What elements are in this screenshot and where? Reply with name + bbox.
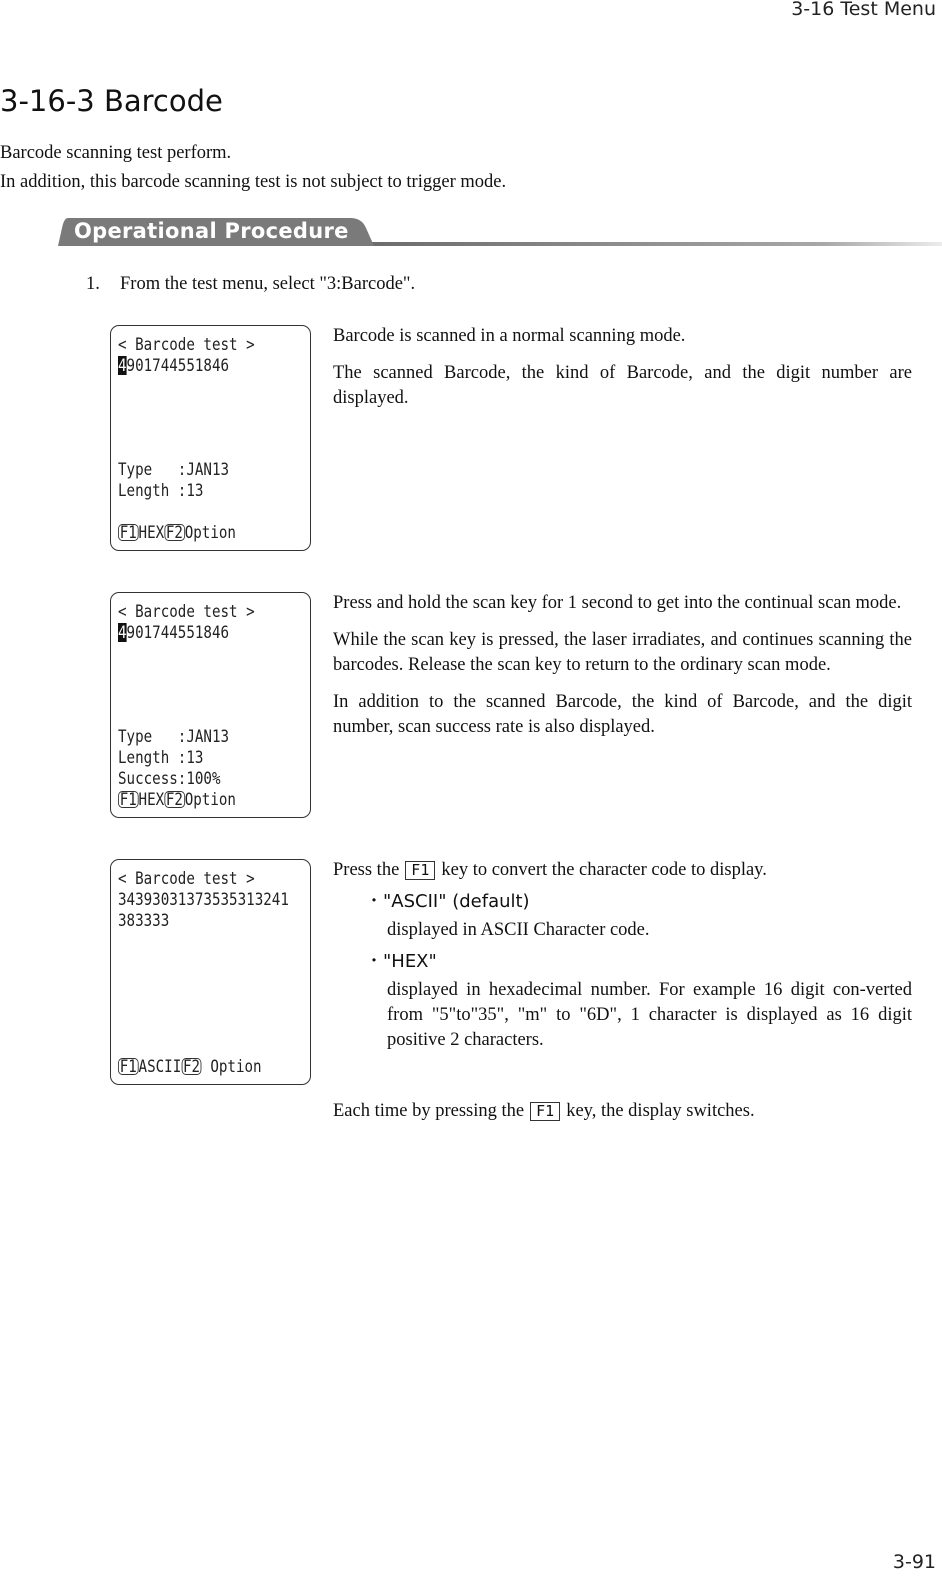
f1-key-icon: F1 bbox=[119, 1057, 137, 1076]
lcd-hex-line-1: 34393031373535313241 bbox=[118, 890, 289, 909]
paragraph: Press and hold the scan key for 1 second to get into the continual scan mode. bbox=[333, 593, 902, 613]
lcd-length: Length :13 bbox=[118, 481, 204, 500]
f1-key-icon: F1 bbox=[530, 1102, 560, 1121]
procedure-heading: Operational Procedure bbox=[74, 219, 349, 243]
paragraph: The scanned Barcode, the kind of Barcode, and the digit number are displayed. bbox=[333, 363, 912, 408]
step-number: 1. bbox=[86, 274, 100, 294]
f1-label: HEX bbox=[138, 523, 165, 542]
f2-key-icon: F2 bbox=[165, 523, 183, 542]
lcd-barcode-digits: 901744551846 bbox=[126, 356, 230, 375]
f1-key-icon: F1 bbox=[405, 861, 435, 880]
lcd-screen-hex bbox=[110, 859, 311, 1085]
f2-key-icon: F2 bbox=[165, 790, 183, 809]
text: Press the bbox=[333, 860, 400, 880]
intro-line: In addition, this barcode scanning test is not subject to trigger mode. bbox=[0, 172, 507, 192]
description-normal bbox=[333, 324, 912, 423]
paragraph: In addition to the scanned Barcode, the kind of Barcode, and the digit number, scan success rate is also displayed. bbox=[333, 692, 912, 737]
f1-label: HEX bbox=[138, 790, 165, 809]
paragraph-press-f1 bbox=[333, 858, 912, 883]
lcd-function-keys bbox=[118, 790, 236, 810]
running-header: 3-16 Test Menu bbox=[791, 0, 936, 20]
section-title: 3-16-3 Barcode bbox=[0, 84, 223, 118]
lcd-type: Type :JAN13 bbox=[118, 460, 230, 479]
paragraph: Barcode is scanned in a normal scanning mode. bbox=[333, 326, 686, 346]
lcd-barcode-value bbox=[118, 623, 229, 643]
lcd-type: Type :JAN13 bbox=[118, 727, 230, 746]
lcd-screen-normal bbox=[110, 325, 311, 551]
intro-line: Barcode scanning test perform. bbox=[0, 143, 232, 163]
f2-label: Option bbox=[184, 523, 236, 542]
description-toggle bbox=[333, 1099, 912, 1136]
lcd-barcode-digits: 901744551846 bbox=[126, 623, 230, 642]
f2-label: Option bbox=[184, 790, 236, 809]
lcd-hex-line-2: 383333 bbox=[118, 911, 170, 930]
lcd-barcode-value bbox=[118, 356, 229, 376]
text: key to convert the character code to display. bbox=[441, 860, 767, 880]
option-ascii-description: displayed in ASCII Character code. bbox=[387, 920, 650, 940]
option-ascii-title: ・"ASCII" (default) bbox=[365, 891, 530, 912]
lcd-success-rate: Success:100% bbox=[118, 769, 221, 788]
text: Each time by pressing the bbox=[333, 1101, 525, 1121]
lcd-cursor: 4 bbox=[118, 356, 127, 375]
option-hex-title: ・"HEX" bbox=[365, 951, 437, 972]
f1-key-icon: F1 bbox=[119, 523, 137, 542]
f1-key-icon: F1 bbox=[119, 790, 137, 809]
lcd-cursor: 4 bbox=[118, 623, 127, 642]
lcd-length: Length :13 bbox=[118, 748, 204, 767]
description-continual bbox=[333, 591, 912, 752]
lcd-screen-continual bbox=[110, 592, 311, 818]
f1-label: ASCII bbox=[138, 1057, 182, 1076]
text: key, the display switches. bbox=[566, 1101, 755, 1121]
lcd-title: < Barcode test > bbox=[118, 602, 255, 621]
lcd-function-keys bbox=[118, 523, 236, 543]
step-1 bbox=[86, 274, 415, 295]
paragraph-toggle bbox=[333, 1099, 912, 1124]
description-hex bbox=[333, 858, 912, 1057]
option-hex-description: displayed in hexadecimal number. For example 16 digit con-verted from "5"to"35", "m" to "6D", 1 character is displayed as 16 digit positive 2 characters. bbox=[387, 980, 912, 1050]
lcd-function-keys bbox=[118, 1057, 262, 1077]
paragraph: While the scan key is pressed, the laser irradiates, and continues scanning the barcodes. Release the scan key to return to the ordinary scan mode. bbox=[333, 630, 912, 675]
section-intro bbox=[0, 139, 506, 197]
lcd-title: < Barcode test > bbox=[118, 869, 255, 888]
f2-label: Option bbox=[210, 1057, 262, 1076]
page-number: 3-91 bbox=[892, 1551, 936, 1573]
step-text: From the test menu, select "3:Barcode". bbox=[120, 274, 416, 294]
f2-key-icon: F2 bbox=[182, 1057, 201, 1076]
lcd-title: < Barcode test > bbox=[118, 335, 255, 354]
